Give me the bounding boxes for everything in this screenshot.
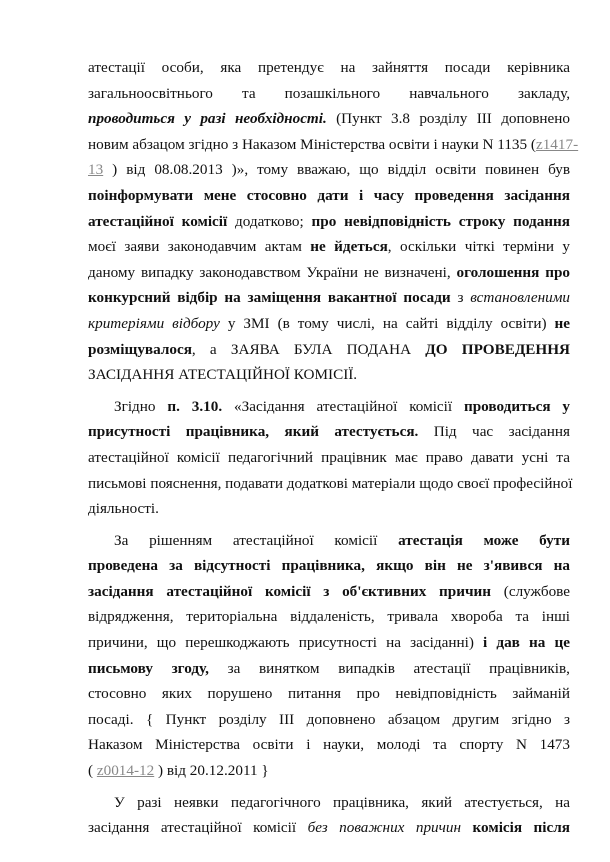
text-line: загальноосвітнього та позашкільного навчального закладу,	[88, 84, 570, 102]
bold-run: атестація може бути	[398, 531, 570, 549]
bold-run: письмову згоду,	[88, 659, 209, 677]
bold-run: поінформувати мене стосовно дати і часу проведення засідання	[88, 186, 570, 204]
bold-run: оголошення про	[456, 263, 570, 281]
text-run: Під час засідання	[418, 423, 570, 441]
text-run: моєї заяви законодавчим актам	[88, 238, 311, 256]
italic-run: критеріями відбору	[88, 314, 220, 332]
text-line: відрядження, територіальна віддаленість, тривала хвороба та інші	[88, 608, 570, 626]
bold-run: розміщувалося	[88, 340, 192, 358]
text-line: атестації особи, яка претендує на зайняття посади керівника	[88, 59, 570, 76]
text-line	[88, 337, 570, 363]
text-line	[88, 311, 570, 337]
text-line	[88, 579, 570, 605]
document-page	[88, 55, 579, 841]
text-run: у ЗМІ (в тому числі, на сайті відділу освіти)	[219, 314, 555, 332]
text-line	[88, 419, 570, 445]
text-line: атестаційної комісії педагогічний працівник має право давати усні та	[88, 448, 570, 466]
bold-run: проведена за відсутності працівника, якщо він не з'явився на	[88, 557, 570, 575]
text-line	[88, 815, 570, 841]
law-reference-link[interactable]: 13	[88, 161, 104, 179]
text-run: новим абзацом згідно з Наказом Міністерства освіти і науки N 1135 (	[88, 135, 536, 153]
text-line	[88, 630, 570, 656]
text-line: письмові пояснення, подавати додаткові матеріали щодо своєї професійної	[88, 474, 573, 492]
text-line: У разі неявки педагогічного працівника, який атестується, на	[114, 793, 570, 811]
text-line	[88, 260, 570, 286]
text-run: ) від 20.12.2011 }	[154, 762, 269, 780]
text-line	[88, 758, 570, 784]
text-run: причини, що перешкоджають присутності на засіданні)	[88, 634, 484, 652]
text-run: «Засідання атестаційної комісії	[222, 397, 464, 415]
text-run: За рішенням атестаційної комісії	[114, 531, 399, 549]
text-run: даному випадку законодавством України не визначені,	[88, 263, 457, 281]
bold-run: засідання атестаційної комісії з об'єктивних причин	[88, 582, 492, 600]
text-line	[88, 234, 570, 260]
text-line: ЗАСІДАННЯ АТЕСТАЦІЙНОЇ КОМІСІЇ.	[88, 366, 358, 384]
text-line	[88, 394, 570, 420]
text-line	[88, 209, 570, 235]
text-line: Наказом Міністерства освіти і науки, молоді та спорту N 1473	[88, 736, 570, 754]
text-run: Згідно	[114, 397, 168, 415]
text-run: (Пункт 3.8 розділу ІІІ доповнено	[326, 110, 570, 128]
bold-run: п. 3.10.	[167, 397, 223, 415]
bold-run: про невідповідність строку подання	[311, 212, 570, 230]
text-line: діяльності.	[88, 500, 159, 518]
text-line	[88, 183, 570, 209]
law-reference-link[interactable]: z1417-	[535, 135, 579, 153]
paragraph-4	[88, 790, 570, 841]
bold-run: не йдеться	[310, 238, 388, 256]
bold-run: конкурсний відбір на заміщення вакантної посади	[88, 289, 451, 307]
bold-run: атестаційної комісії	[88, 212, 228, 230]
text-line	[88, 132, 579, 158]
text-run: з	[450, 289, 471, 307]
text-line	[88, 285, 570, 311]
paragraph-1	[88, 55, 579, 388]
paragraph-2	[88, 394, 573, 522]
text-run: засідання атестаційної комісії	[88, 819, 308, 837]
bold-run: присутності працівника, який атестується.	[88, 423, 419, 441]
text-run: (	[88, 762, 97, 780]
bold-run: комісія після	[461, 819, 571, 837]
text-line: стосовно яких порушено питання про невідповідність займаній	[88, 685, 570, 703]
text-run: , а ЗАЯВА БУЛА ПОДАНА	[191, 340, 426, 358]
text-line	[88, 553, 570, 579]
bold-run: ДО ПРОВЕДЕННЯ	[425, 340, 570, 358]
paragraph-3	[88, 528, 570, 784]
text-line	[88, 106, 570, 132]
text-line: посаді. { Пункт розділу ІІІ доповнено абзацом другим згідно з	[88, 710, 570, 728]
text-line	[88, 157, 570, 183]
text-line	[88, 528, 570, 554]
text-run: (службове	[491, 582, 570, 600]
text-line	[88, 656, 570, 682]
italic-run: без поважних причин	[307, 819, 462, 837]
bold-run: і дав на це	[483, 634, 570, 652]
italic-run: встановленими	[470, 289, 571, 307]
bold-run: не	[554, 314, 570, 332]
text-run: додатково;	[227, 212, 312, 230]
bold-run: проводиться у	[463, 397, 570, 415]
text-run: , оскільки чіткі терміни у	[387, 238, 570, 256]
law-reference-link[interactable]: z0014-12	[96, 762, 155, 780]
emphasis: проводиться у разі необхідності.	[88, 110, 327, 128]
text-run: за винятком випадків атестації працівників,	[208, 659, 570, 677]
text-run: ) від 08.08.2013 )», тому вважаю, що відділ освіти повинен був	[103, 161, 570, 179]
